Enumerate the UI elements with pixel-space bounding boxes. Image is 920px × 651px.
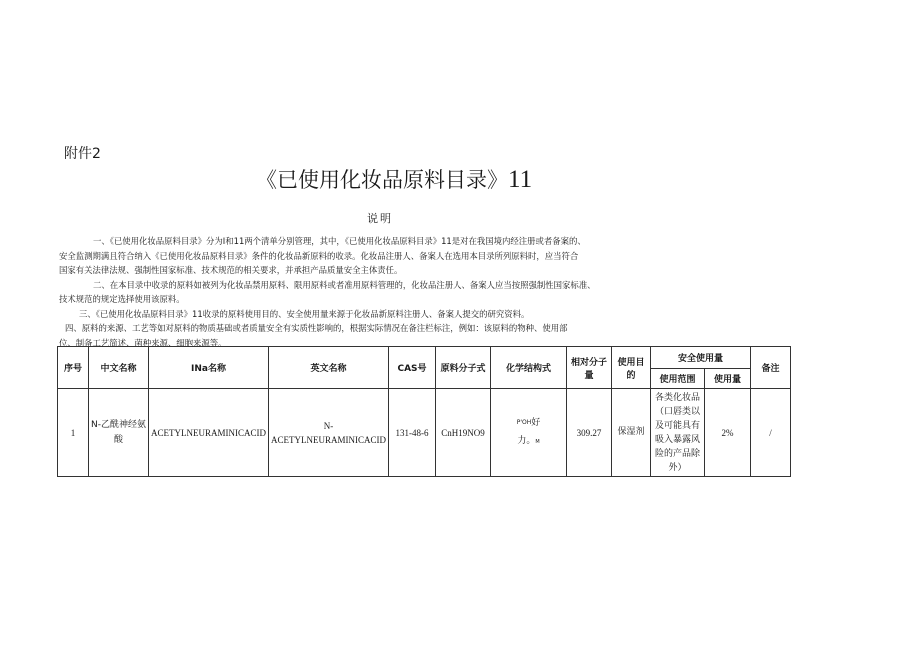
- note-line: 安全监测期满且符合纳入《已使用化妆品原料目录》条件的化妆品新原料的收录。化妆品注册人、备案人在选用本目录所列原料时，应当符合: [59, 250, 579, 261]
- note-line: 国家有关法律法规、强制性国家标准、技术规范的相关要求，并承担产品质量安全主体责任。: [59, 265, 403, 275]
- cell-cas: 131-48-6: [389, 389, 436, 477]
- header-usage-amount: 使用量: [705, 369, 751, 389]
- table-row: [58, 389, 791, 477]
- header-inci: INa名称: [149, 347, 269, 389]
- header-safe-usage: 安全使用量: [651, 347, 751, 369]
- cell-usage-amount: 2%: [705, 389, 751, 477]
- structure-glyph: 力。: [517, 436, 536, 446]
- structure-label: P'OH: [516, 419, 532, 426]
- page-title: [256, 164, 532, 194]
- header-structure: 化学结构式: [491, 347, 567, 389]
- cell-remark: /: [751, 389, 791, 477]
- ingredient-table: [57, 346, 791, 477]
- note-line: 技术规范的规定选择使用该原料。: [59, 294, 185, 304]
- cell-cn-name: N-乙酰神经氨酸: [89, 389, 149, 477]
- attachment-label: 附件2: [64, 146, 101, 162]
- header-cas: CAS号: [389, 347, 436, 389]
- cell-seq: 1: [58, 389, 89, 477]
- header-purpose: 使用目的: [612, 347, 651, 389]
- note-line: 一、《已使用化妆品原料目录》分为Ⅰ和11两个清单分别管理，其中，《已使用化妆品原料目录》11是对在我国境内经注册或者备案的、: [93, 236, 586, 246]
- note-line: 四、原料的来源、工艺等如对原料的物质基础或者质量安全有实质性影响的，根据实际情况在备注栏标注，例如：该原料的物种、使用部: [65, 323, 568, 333]
- title-number: 11: [508, 166, 533, 193]
- header-seq: 序号: [58, 347, 89, 389]
- cell-structure: [491, 389, 567, 477]
- header-mw: 相对分子量: [567, 347, 612, 389]
- cell-usage-range: 各类化妆品（口唇类以及可能具有吸入暴露风险的产品除外）: [651, 389, 705, 477]
- cell-purpose: 保湿剂: [612, 389, 651, 477]
- title-main: 《已使用化妆品原料目录》: [256, 168, 508, 192]
- note-line: 二、在本目录中收录的原料如被列为化妆品禁用原料、限用原料或者准用原料管理的，化妆品注册人、备案人应当按照强制性国家标准、: [93, 279, 596, 290]
- note-line: 位、制备工艺简述、菌种来源、细胞来源等。: [59, 337, 227, 348]
- structure-label: M: [535, 439, 540, 445]
- header-en-name: 英文名称: [269, 347, 389, 389]
- structure-glyph: 好: [531, 418, 541, 428]
- header-usage-range: 使用范围: [651, 369, 705, 389]
- cell-en-name: N-ACETYLNEURAMINICACID: [269, 389, 389, 477]
- cell-inci: ACETYLNEURAMINICACID: [149, 389, 269, 477]
- header-cn-name: 中文名称: [89, 347, 149, 389]
- cell-mw: 309.27: [567, 389, 612, 477]
- subtitle: 说明: [367, 212, 393, 225]
- header-formula: 原料分子式: [436, 347, 491, 389]
- header-remark: 备注: [751, 347, 791, 389]
- note-line: 三、《已使用化妆品原料目录》11收录的原料使用目的、安全使用量来源于化妆品新原料注册人、备案人提交的研究资料。: [79, 308, 530, 319]
- notes-block: [59, 234, 709, 350]
- cell-formula: CnH19NO9: [436, 389, 491, 477]
